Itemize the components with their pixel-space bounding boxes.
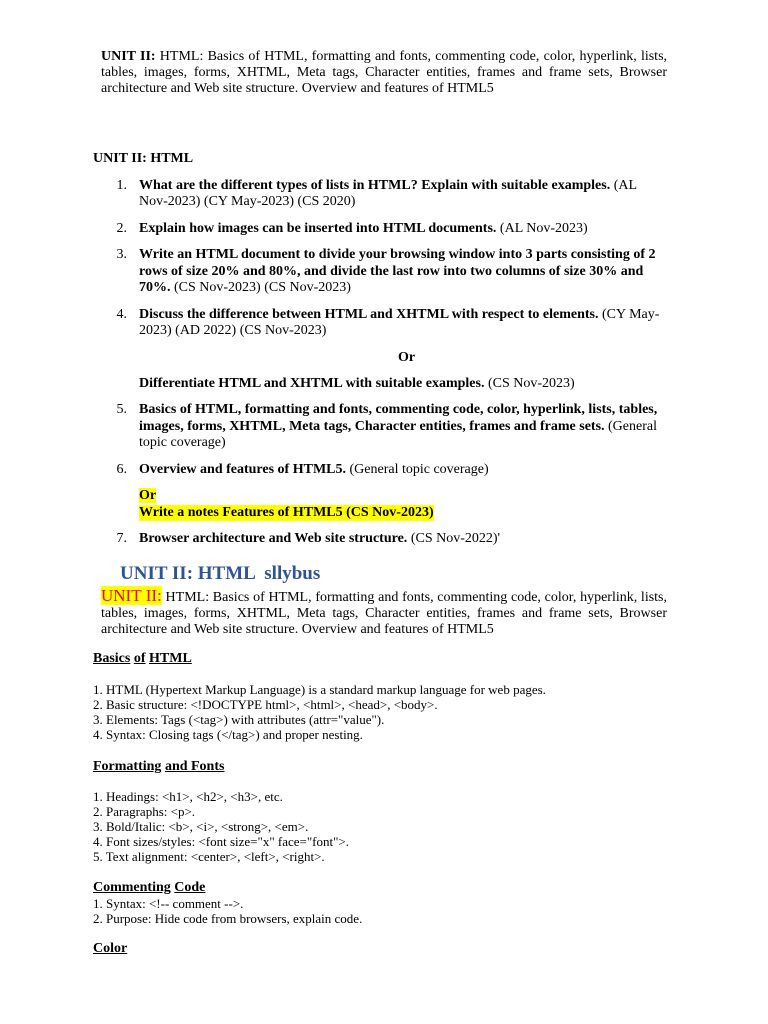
question-number: 5.	[116, 402, 127, 417]
question-text: Overview and features of HTML5.	[139, 462, 346, 477]
list-item: 5. Text alignment: <center>, <left>, <right>.	[93, 849, 325, 864]
question-number: 2.	[116, 221, 127, 236]
or-separator: Or	[398, 350, 416, 365]
intro-label: UNIT II:	[101, 49, 156, 64]
syllabus-heading: UNIT II: HTML sllybus	[120, 563, 321, 584]
question-text: Browser architecture and Web site structure.	[139, 531, 408, 546]
question-number: 3.	[116, 247, 127, 262]
question-number: 4.	[116, 307, 127, 322]
question-6-alternative	[139, 488, 434, 521]
question-source: (General topic coverage)	[346, 462, 489, 477]
list-item: 4. Syntax: Closing tags (</tag>) and proper nesting.	[93, 727, 363, 742]
highlighted-question: Write a notes Features of HTML5 (CS Nov-2023)	[139, 505, 434, 520]
or-highlight: Or	[139, 488, 157, 503]
formatting-list	[93, 789, 349, 864]
question-text: Basics of HTML, formatting and fonts, commenting code, color, hyperlink, lists, tables, images, forms, XHTML, Meta tags, Character entities, frames and frame sets.	[139, 402, 658, 434]
question-source: (AL Nov-2023) (CY May-2023) (CS 2020)	[139, 178, 637, 209]
basics-heading: Basics of HTML	[93, 651, 192, 666]
question-text: Discuss the difference between HTML and XHTML with respect to elements.	[139, 307, 599, 322]
syllabus-paragraph	[101, 588, 667, 638]
question-text: What are the different types of lists in HTML? Explain with suitable examples.	[139, 178, 611, 193]
question-text: Write an HTML document to divide your browsing window into 3 parts consisting of 2 rows of size 20% and 80%, and divide the last row into two columns of size 30% and 70%.	[139, 247, 656, 295]
list-item: 1. HTML (Hypertext Markup Language) is a standard markup language for web pages.	[93, 682, 546, 697]
list-item: 2. Basic structure: <!DOCTYPE html>, <html>, <head>, <body>.	[93, 697, 438, 712]
list-item: 1. Syntax: <!-- comment -->.	[93, 896, 244, 911]
question-source: (AL Nov-2023)	[496, 221, 588, 236]
question-source: (CY May-2023) (AD 2022) (CS Nov-2023)	[139, 307, 660, 338]
question-number: 6.	[116, 462, 127, 477]
question-source: (CS Nov-2023)	[484, 376, 575, 391]
question-source: (CS Nov-2022)'	[407, 531, 501, 546]
intro-text: HTML: Basics of HTML, formatting and fonts, commenting code, color, hyperlink, lists, tables, images, forms, XHTML, Meta tags, Character entities, frames and frame sets, Browser architecture and Web site structure. Overview and features of HTML5	[101, 49, 668, 96]
question-4-alternative	[139, 376, 667, 392]
formatting-heading: Formatting and Fonts	[93, 759, 225, 774]
list-item: 3. Elements: Tags (<tag>) with attributes (attr="value").	[93, 712, 385, 727]
list-item: 2. Purpose: Hide code from browsers, explain code.	[93, 911, 363, 926]
commenting-heading: Commenting Code	[93, 880, 206, 895]
basics-list	[93, 682, 546, 742]
list-item: 2. Paragraphs: <p>.	[93, 804, 196, 819]
section-heading: UNIT II: HTML	[93, 151, 194, 166]
list-item: 1. Headings: <h1>, <h2>, <h3>, etc.	[93, 789, 283, 804]
list-item: 3. Bold/Italic: <b>, <i>, <strong>, <em>.	[93, 819, 309, 834]
commenting-list	[93, 896, 362, 926]
syllabus-label: UNIT II:	[101, 586, 162, 605]
question-number: 7.	[116, 531, 127, 546]
list-item: 4. Font sizes/styles: <font size="x" face="font">.	[93, 834, 349, 849]
question-number: 1.	[116, 178, 127, 193]
syllabus-text: HTML: Basics of HTML, formatting and fonts, commenting code, color, hyperlink, lists, tables, images, forms, XHTML, Meta tags, Character entities, frames and frame sets, Browser architecture and Web site structure. Overview and features of HTML5	[101, 590, 668, 637]
question-source: (CS Nov-2023) (CS Nov-2023)	[170, 280, 351, 295]
intro-paragraph	[101, 49, 667, 97]
color-heading: Color	[93, 941, 128, 956]
question-source: (General topic coverage)	[139, 418, 657, 450]
question-text: Explain how images can be inserted into HTML documents.	[139, 221, 497, 236]
question-text: Differentiate HTML and XHTML with suitable examples.	[139, 376, 485, 391]
